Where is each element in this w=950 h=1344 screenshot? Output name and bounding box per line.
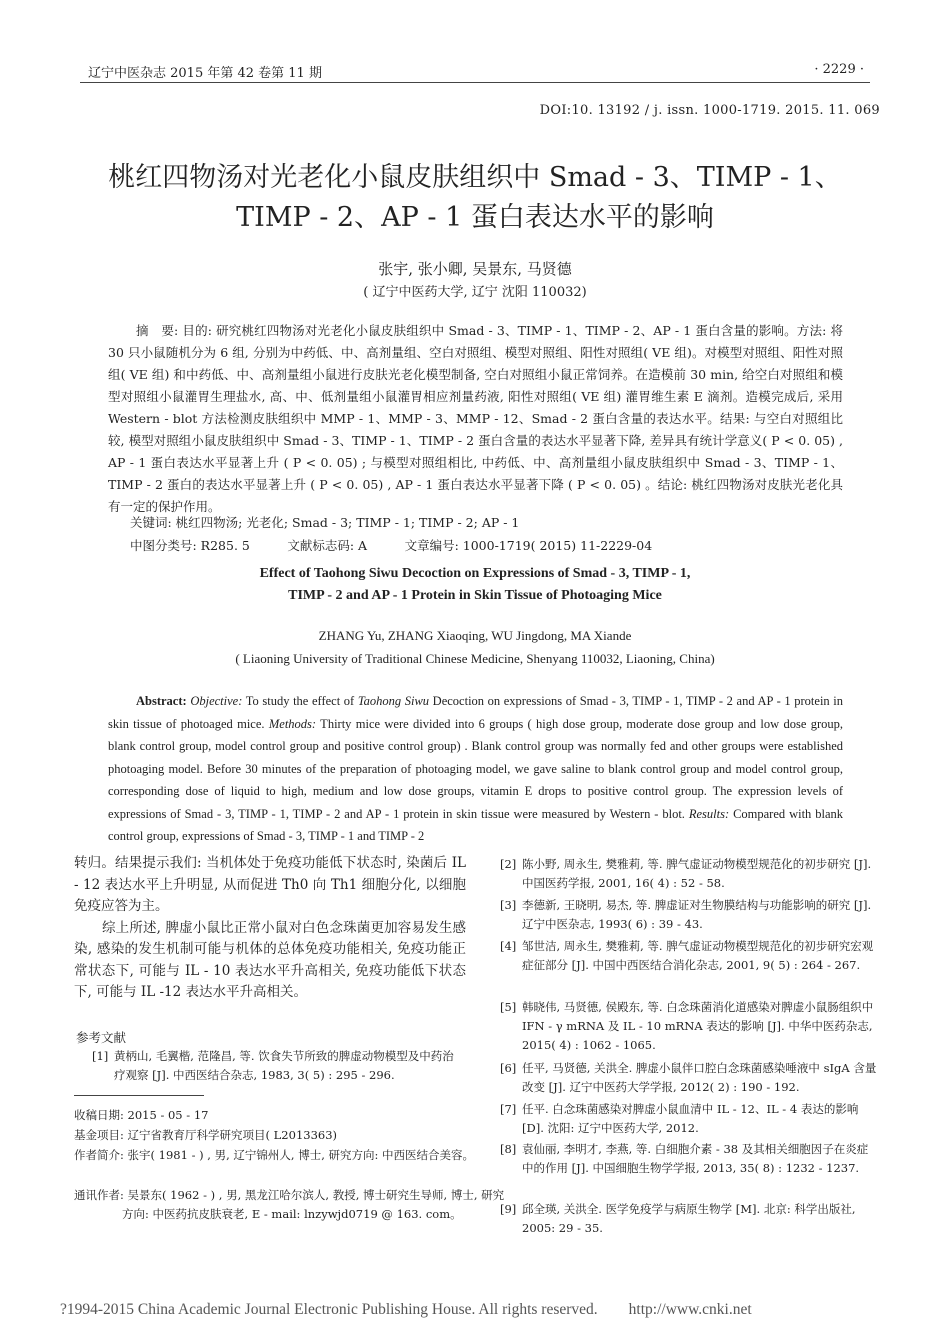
doi: DOI:10. 13192 / j. issn. 1000-1719. 2015. 11. 069 [539,103,880,118]
reference-item: [2] 陈小野, 周永生, 樊雅莉, 等. 脾气虚证动物模型规范化的初步研究 [J]. 中国医药学报, 2001, 16( 4) : 52 - 58. [500,857,872,890]
results-label: Results: [688,806,730,821]
body-paragraph-2: 综上所述, 脾虚小鼠比正常小鼠对白色念珠菌更加容易发生感染, 感染的发生机制可能与机体的总体免疫功能相关, 免疫功能正常状态下, 可能与 IL - 10 表达水平升高相关, 免疫功能低下状态下, 可能与 IL -12 表达水平升高相关。 [74,919,466,1000]
article-title [60,158,890,238]
authors: 张宇, 张小卿, 吴景东, 马贤德 [378,260,572,278]
english-title [0,563,950,607]
body-left-column [74,853,466,1004]
english-affiliation: ( Liaoning University of Traditional Chinese Medicine, Shenyang 110032, Liaoning, China) [235,651,715,666]
abstract-text-1: To study the effect of [242,694,358,708]
reference-item: [8] 袁仙丽, 李明才, 李燕, 等. 白细胞介素 - 38 及其相关细胞因子在炎症中的作用 [J]. 中国细胞生物学学报, 2013, 35( 8) : 1232 - 1237. [500,1142,869,1175]
copyright-footer: ?1994-2015 China Academic Journal Electronic Publishing House. All rights reserved. http://www.cnki.net [60,1301,752,1318]
received-date: 收稿日期: 2015 - 05 - 17 [74,1108,209,1122]
references-heading: 参考文献 [76,1030,127,1045]
reference-item: [6] 任平, 马贤德, 关洪全. 脾虚小鼠伴口腔白念珠菌感染唾液中 sIgA 含量改变 [J]. 辽宁中医药大学学报, 2012( 2) : 190 - 192. [500,1061,877,1094]
abstract-label: Abstract: [136,694,187,708]
author-intro: 作者简介: 张宇( 1981 - ) , 男, 辽宁锦州人, 博士, 研究方向: 中西医结合美容。 [74,1148,475,1162]
body-paragraph-1: 转归。结果提示我们: 当机体处于免疫功能低下状态时, 染菌后 IL - 12 表达水平上升明显, 从而促进 Th0 向 Th1 细胞分化, 以细胞免疫应答为主。 [74,855,466,914]
english-title-line-2: TIMP - 2 and AP - 1 Protein in Skin Tissue of Photoaging Mice [288,588,662,603]
methods-label: Methods: [268,716,317,731]
header-rule [80,82,870,83]
keywords: 关键词: 桃红四物汤; 光老化; Smad - 3; TIMP - 1; TIMP - 2; AP - 1 [130,515,520,530]
page-number: · 2229 · [814,62,864,77]
herb-name: Taohong Siwu [357,694,430,708]
reference-item: [3] 李德新, 王晓明, 易杰, 等. 脾虚证对生物膜结构与功能影响的研究 [J]. 辽宁中医杂志, 1993( 6) : 39 - 43. [500,898,872,931]
journal-header: 辽宁中医杂志 2015 年第 42 卷第 11 期 [88,66,322,81]
title-line-1: 桃红四物汤对光老化小鼠皮肤组织中 Smad - 3、TIMP - 1、 [108,162,842,193]
reference-item: [9] 邱全瑛, 关洪全. 医学免疫学与病原生物学 [M]. 北京: 科学出版社, 2005: 29 - 35. [500,1202,856,1235]
abstract-text-2: Decoction on expressions of Smad - 3, TIMP - 1, TIMP - 2 and AP - 1 protein in skin tissue of photoaged mice. [108,694,843,731]
affiliation: ( 辽宁中医药大学, 辽宁 沈阳 110032) [363,285,587,300]
reference-item: [4] 邹世洁, 周永生, 樊雅莉, 等. 脾气虚证动物模型规范化的初步研究宏观症征部分 [J]. 中国中西医结合消化杂志, 2001, 9( 5) : 264 - 267. [500,939,874,972]
classification: 中图分类号: R285. 5 文献标志码: A 文章编号: 1000-1719( 2015) 11-2229-04 [130,538,653,553]
abstract-text-3: Thirty mice were divided into 6 groups ( high dose group, moderate dose group and low dose group, blank control group, model control group and positive control group) . Blank control group was normally fed and other groups were established photoaging model. Before 30 minutes of the preparation of photoaging model, we gave saline to blank control group and model control group, corresponding dose of liquid to high, medium and low dose groups, vitamin E drops to positive control group. The expression levels of expressions of Smad - 3, TIMP - 1, TIMP - 2 and AP - 1 protein in skin tissue were measured by Western - blot. [108,716,843,821]
reference-item: [7] 任平. 白念珠菌感染对脾虚小鼠血清中 IL - 12、IL - 4 表达的影响 [D]. 沈阳: 辽宁中医药大学, 2012. [500,1102,859,1135]
title-line-2: TIMP - 2、AP - 1 蛋白表达水平的影响 [236,202,714,233]
english-abstract [108,690,843,845]
english-title-line-1: Effect of Taohong Siwu Decoction on Expressions of Smad - 3, TIMP - 1, [259,566,691,581]
correspondence: 通讯作者: 吴景东( 1962 - ) , 男, 黑龙江哈尔滨人, 教授, 博士研究生导师, 博士, 研究方向: 中医药抗皮肤衰老, E - mail: lnzywjd0719 @ 163. com。 [74,1188,505,1221]
english-authors: ZHANG Yu, ZHANG Xiaoqing, WU Jingdong, MA Xiande [318,628,632,643]
footnote-rule [74,1095,204,1096]
fund-project: 基金项目: 辽宁省教育厅科学研究项目( L2013363) [74,1128,338,1142]
reference-item: [5] 韩晓伟, 马贤德, 侯殿东, 等. 白念珠菌消化道感染对脾虚小鼠肠组织中 IFN - γ mRNA 及 IL - 10 mRNA 表达的影响 [J]. 中华中医药杂志, 2015( 4) : 1062 - 1065. [500,1000,874,1052]
abstract-text-4: Compared with blank control group, expressions of Smad - 3, TIMP - 1 and TIMP - 2 [108,806,843,843]
abstract-zh: 摘 要: 目的: 研究桃红四物汤对光老化小鼠皮肤组织中 Smad - 3、TIMP - 1、TIMP - 2、AP - 1 蛋白含量的影响。方法: 将 30 只小鼠随机分为 6 组, 分别为中药低、中、高剂量组、空白对照组、模型对照组、阳性对照组( VE 组)。对模型对照组、阳性对照组( VE 组) 和中药低、中、高剂量组小鼠进行皮肤光老化模型制备, 空白对照组小鼠正常饲养。在造模前 30 min, 给空白对照组和模型对照组小鼠灌胃生理盐水, 高、中、低剂量组小鼠灌胃相应剂量药液, 阳性对照组( VE 组) 灌胃维生素 E 滴剂。造模完成后, 采用 Western - blot 方法检测皮肤组织中 MMP - 1、MMP - 3、MMP - 12、Smad - 2 蛋白含量的表达水平。结果: 与空白对照组比较, 模型对照组小鼠皮肤组织中 Smad - 3、TIMP - 1、TIMP - 2 蛋白含量的表达水平显著下降, 差异具有统计学意义( P < 0. 05) , AP - 1 蛋白表达水平显著上升 ( P < 0. 05) ; 与模型对照组相比, 中药低、中、高剂量组小鼠皮肤组织中 Smad - 3、TIMP - 1、TIMP - 2 蛋白的表达水平显著上升 ( P < 0. 05) , AP - 1 蛋白表达水平显著下降 ( P < 0. 05) 。结论: 桃红四物汤对皮肤光老化具有一定的保护作用。 [108,323,843,514]
reference-item: [1] 黄柄山, 毛翼楷, 范隆昌, 等. 饮食失节所致的脾虚动物模型及中药治疗观察 [J]. 中西医结合杂志, 1983, 3( 5) : 295 - 296. [92,1049,454,1082]
objective-label: Objective: [190,694,243,708]
